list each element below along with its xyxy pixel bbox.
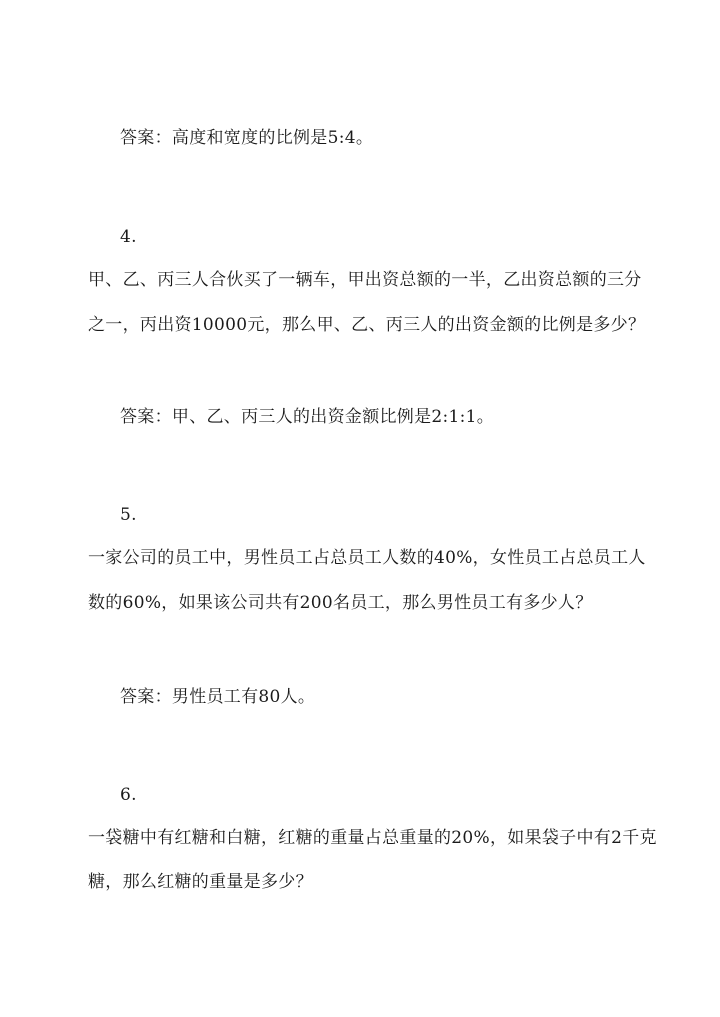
question-5-line-2: 数的60%，如果该公司共有200名员工，那么男性员工有多少人？	[88, 593, 593, 613]
question-6-line-1: 一袋糖中有红糖和白糖，红糖的重量占总重量的20%，如果袋子中有2千克	[88, 828, 657, 848]
answer-5: 答案：男性员工有80人。	[120, 687, 316, 707]
question-6-line-2: 糖，那么红糖的重量是多少？	[88, 872, 313, 892]
question-5-number: 5.	[120, 505, 137, 525]
question-6-number: 6.	[120, 785, 137, 805]
question-5-line-1: 一家公司的员工中，男性员工占总员工人数的40%，女性员工占总员工人	[88, 548, 646, 568]
answer-3: 答案：高度和宽度的比例是5:4。	[120, 128, 374, 148]
question-4-line-2: 之一，丙出资10000元，那么甲、乙、丙三人的出资金额的比例是多少？	[88, 315, 646, 335]
question-4-number: 4.	[120, 227, 137, 247]
question-4-line-1: 甲、乙、丙三人合伙买了一辆车，甲出资总额的一半，乙出资总额的三分	[88, 270, 642, 290]
answer-4: 答案：甲、乙、丙三人的出资金额比例是2:1:1。	[120, 407, 495, 427]
